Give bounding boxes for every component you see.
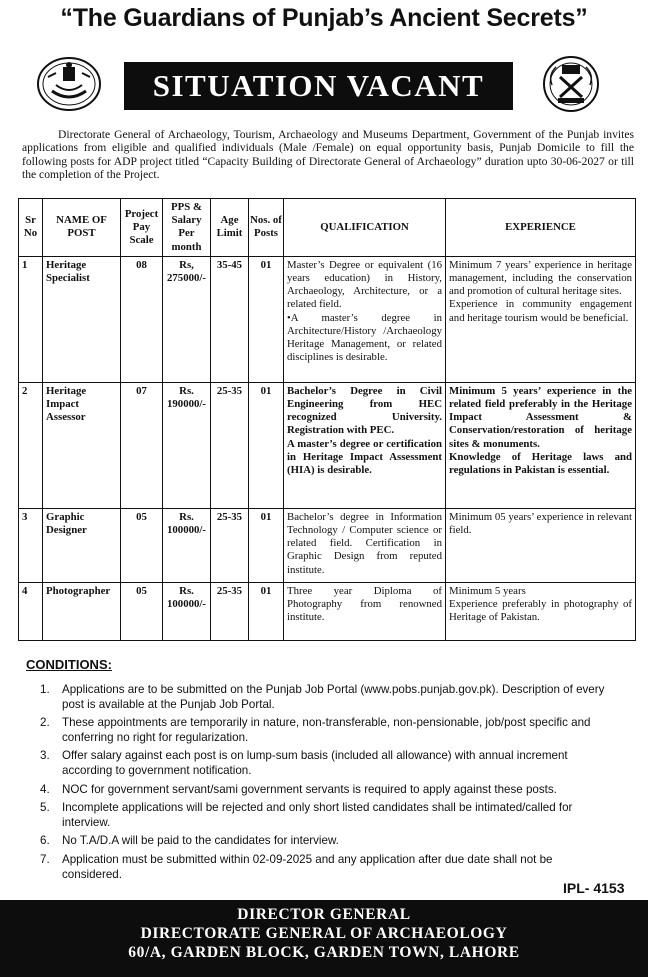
- header-name: NAME OF POST: [43, 199, 121, 257]
- cell-age: 25-35: [211, 582, 249, 640]
- condition-item: [40, 853, 610, 882]
- header-posts: Nos. of Posts: [249, 199, 284, 257]
- footer-directorate: DIRECTORATE GENERAL OF ARCHAEOLOGY: [140, 925, 508, 942]
- condition-text: NOC for government servant/sami government servants is required to apply against these posts.: [62, 782, 557, 796]
- header-sr: Sr No: [19, 199, 43, 257]
- experience-text: Minimum 7 years’ experience in heritage management, including the conservation and promotion of cultural heritage sites.: [449, 258, 632, 298]
- cell-name: Heritage Specialist: [43, 256, 121, 382]
- experience-text: Minimum 5 years’ experience in the related field preferably in the Heritage Impact Assessment & Conservation/restoration of heritage sites & monuments.: [449, 384, 632, 450]
- cell-posts: 01: [249, 256, 284, 382]
- condition-item: [40, 683, 610, 712]
- cell-qualification: [284, 382, 446, 508]
- qualification-text: Master’s Degree or equivalent (16 years education) in History, Archaeology, Architecture, or a related field.: [287, 258, 442, 311]
- cell-sr: 4: [19, 582, 43, 640]
- archaeology-crest-icon: [538, 55, 604, 113]
- situation-vacant-banner: SITUATION VACANT: [124, 62, 513, 110]
- qualification-text: Three year Diploma of Photography from renowned institute.: [287, 584, 442, 624]
- experience-text: Minimum 05 years’ experience in relevant field.: [449, 510, 632, 537]
- cell-pay: 05: [121, 508, 163, 582]
- punjab-emblem-icon: [36, 55, 102, 113]
- cell-sr: 3: [19, 508, 43, 582]
- qualification-desirable: •A master’s degree in Architecture/History /Archaeology Heritage Management, or related disciplines is desirable.: [287, 311, 442, 364]
- jobs-table: [18, 198, 636, 641]
- cell-age: 35-45: [211, 256, 249, 382]
- cell-experience: [446, 508, 636, 582]
- cell-name: Heritage Impact Assessor: [43, 382, 121, 508]
- footer-banner: [0, 900, 648, 977]
- cell-qualification: [284, 582, 446, 640]
- condition-text: Offer salary against each post is on lump-sum basis (included all allowance) with annual increment according to government notification.: [62, 749, 568, 777]
- cell-age: 25-35: [211, 382, 249, 508]
- table-row: [19, 508, 636, 582]
- condition-number: 7.: [40, 852, 50, 866]
- cell-salary: Rs. 100000/-: [163, 582, 211, 640]
- condition-text: Applications are to be submitted on the Punjab Job Portal (www.pobs.punjab.gov.pk). Description of every post is available at the Punjab Job Portal.: [62, 683, 605, 711]
- cell-sr: 2: [19, 382, 43, 508]
- cell-experience: [446, 256, 636, 382]
- cell-salary: Rs. 100000/-: [163, 508, 211, 582]
- cell-name: Photographer: [43, 582, 121, 640]
- condition-text: These appointments are temporarily in nature, non-transferable, non-pensionable, job/post specific and conferring no right for regularization.: [62, 716, 591, 744]
- cell-pay: 08: [121, 256, 163, 382]
- ipl-number: IPL- 4153: [563, 880, 625, 896]
- condition-item: [40, 749, 610, 778]
- cell-qualification: [284, 508, 446, 582]
- condition-text: No T.A/D.A will be paid to the candidates for interview.: [62, 834, 339, 848]
- cell-pay: 05: [121, 582, 163, 640]
- condition-number: 6.: [40, 834, 50, 848]
- table-row: [19, 582, 636, 640]
- condition-number: 2.: [40, 716, 50, 730]
- cell-experience: [446, 382, 636, 508]
- table-row: [19, 256, 636, 382]
- condition-number: 5.: [40, 801, 50, 815]
- cell-posts: 01: [249, 508, 284, 582]
- experience-extra: Experience preferably in photography of Heritage of Pakistan.: [449, 598, 632, 624]
- table-row: [19, 382, 636, 508]
- qualification-text: Bachelor’s degree in Information Technology / Computer science or related field. Certification in Graphic Design from reputed institute.: [287, 510, 442, 576]
- condition-item: [40, 716, 610, 745]
- intro-paragraph: Directorate General of Archaeology, Tourism, Archaeology and Museums Department, Government of the Punjab invites applications from eligible and qualified individuals (Male /Female) on equal opportunity basis, Punjab Domicile to fill the following posts for ADP project titled “Capacity Building of Directorate General of Archaeology” duration upto 30-06-2027 or till the completion of the Project.: [22, 128, 634, 182]
- table-header-row: [19, 199, 636, 257]
- header-qualification: QUALIFICATION: [284, 199, 446, 257]
- conditions-list: [40, 683, 610, 886]
- cell-salary: Rs. 190000/-: [163, 382, 211, 508]
- experience-text: Minimum 5 years: [449, 584, 526, 597]
- experience-extra: Knowledge of Heritage laws and regulations in Pakistan is essential.: [449, 450, 632, 477]
- headline: “The Guardians of Punjab’s Ancient Secrets”: [60, 4, 588, 32]
- condition-item: [40, 783, 610, 798]
- header-pay: Project Pay Scale: [121, 199, 163, 257]
- condition-number: 3.: [40, 749, 50, 763]
- condition-item: [40, 801, 610, 830]
- condition-item: [40, 834, 610, 849]
- footer-title: DIRECTOR GENERAL: [237, 906, 411, 923]
- condition-number: 1.: [40, 683, 50, 696]
- condition-text: Application must be submitted within 02-09-2025 and any application after due date shall not be considered.: [62, 852, 553, 881]
- cell-age: 25-35: [211, 508, 249, 582]
- conditions-title: CONDITIONS:: [26, 657, 112, 672]
- experience-extra: Experience in community engagement and heritage tourism would be beneficial.: [449, 298, 632, 324]
- footer-address: 60/A, GARDEN BLOCK, GARDEN TOWN, LAHORE: [128, 944, 520, 961]
- cell-salary: Rs, 275000/-: [163, 256, 211, 382]
- cell-sr: 1: [19, 256, 43, 382]
- cell-name: Graphic Designer: [43, 508, 121, 582]
- condition-number: 4.: [40, 782, 50, 796]
- header-salary: PPS & Salary Per month: [163, 199, 211, 257]
- qualification-desirable: A master’s degree or certification in Heritage Impact Assessment (HIA) is desirable.: [287, 437, 442, 477]
- qualification-text: Bachelor’s Degree in Civil Engineering from HEC recognized University. Registration with PEC.: [287, 384, 442, 437]
- header-experience: EXPERIENCE: [446, 199, 636, 257]
- header-age: Age Limit: [211, 199, 249, 257]
- cell-posts: 01: [249, 382, 284, 508]
- cell-experience: [446, 582, 636, 640]
- condition-text: Incomplete applications will be rejected and only short listed candidates shall be intimated/called for interview.: [62, 801, 573, 829]
- cell-qualification: [284, 256, 446, 382]
- cell-pay: 07: [121, 382, 163, 508]
- cell-posts: 01: [249, 582, 284, 640]
